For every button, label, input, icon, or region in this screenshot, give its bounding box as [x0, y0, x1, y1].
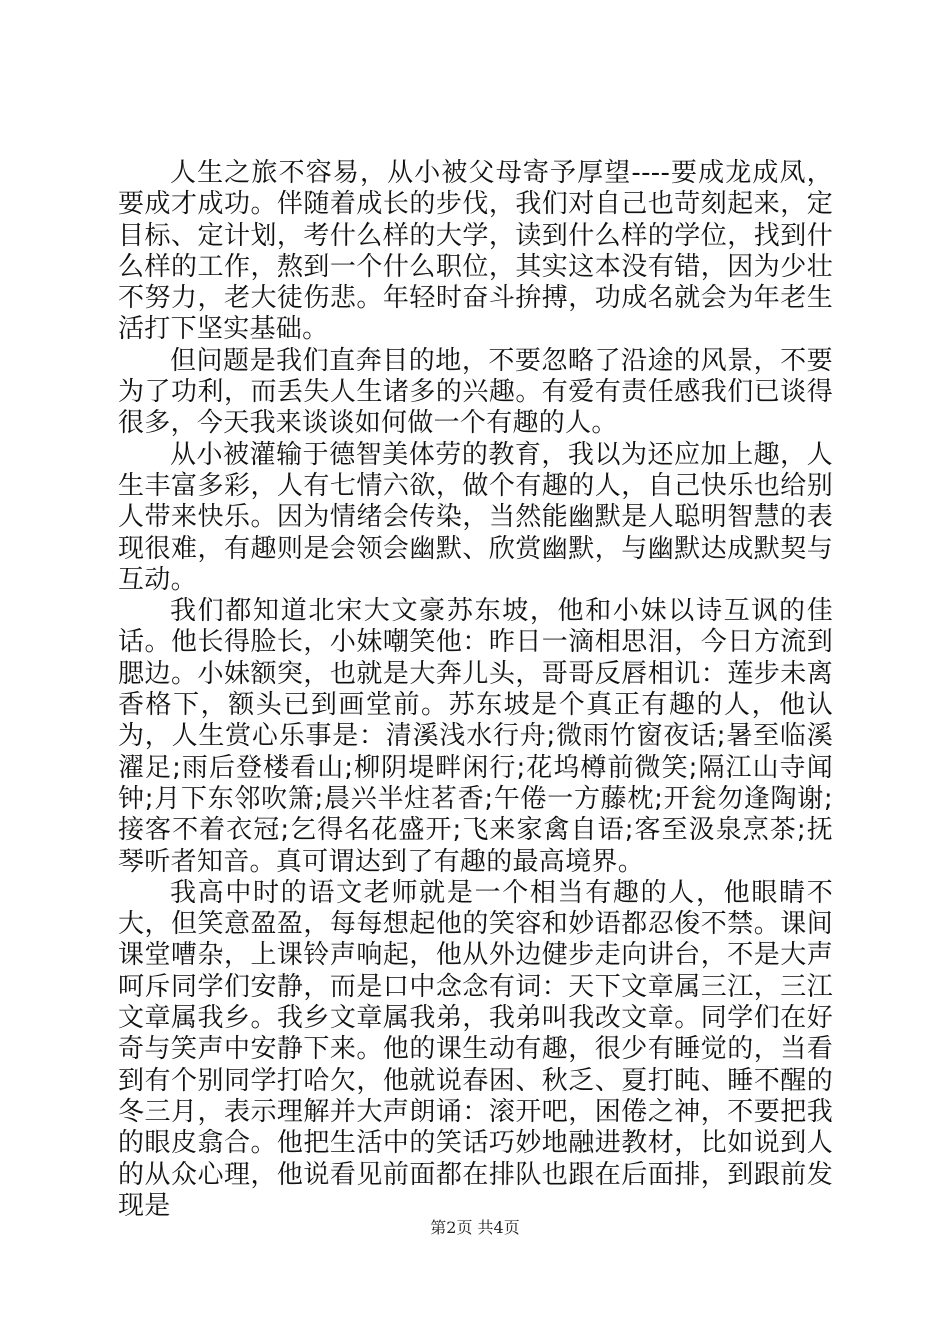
body-text [118, 158, 833, 1222]
paragraph-1: 人生之旅不容易，从小被父母寄予厚望----要成龙成凤，要成才成功。伴随着成长的步伐，我们对自己也苛刻起来，定目标、定计划，考什么样的大学，读到什么样的学位，找到什么样的工作，熬到一个什么职位，其实这本没有错，因为少壮不努力，老大徒伤悲。年轻时奋斗拚搏，功成名就会为年老生活打下坚实基础。 [118, 158, 833, 345]
paragraph-4: 我们都知道北宋大文豪苏东坡，他和小妹以诗互讽的佳话。他长得脸长，小妹嘲笑他：昨日一滴相思泪，今日方流到腮边。小妹额突，也就是大奔儿头，哥哥反唇相讥：莲步未离香格下，额头已到画堂前。苏东坡是个真正有趣的人，他认为，人生赏心乐事是：清溪浅水行舟;微雨竹窗夜话;暑至临溪濯足;雨后登楼看山;柳阴堤畔闲行;花坞樽前微笑;隔江山寺闻钟;月下东邻吹箫;晨兴半炷茗香;午倦一方藤枕;开瓮勿逢陶谢;接客不着衣冠;乞得名花盛开;飞来家禽自语;客至汲泉烹茶;抚琴听者知音。真可谓达到了有趣的最高境界。 [118, 596, 833, 877]
paragraph-5: 我高中时的语文老师就是一个相当有趣的人，他眼睛不大，但笑意盈盈，每每想起他的笑容和妙语都忍俊不禁。课间课堂嘈杂，上课铃声响起，他从外边健步走向讲台，不是大声呵斥同学们安静，而是口中念念有词：天下文章属三江，三江文章属我乡。我乡文章属我弟，我弟叫我改文章。同学们在好奇与笑声中安静下来。他的课生动有趣，很少有睡觉的，当看到有个别同学打哈欠，他就说春困、秋乏、夏打盹、睡不醒的冬三月，表示理解并大声朗诵：滚开吧，困倦之神，不要把我的眼皮翕合。他把生活中的笑话巧妙地融进教材，比如说到人的从众心理，他说看见前面都在排队也跟在后面排，到跟前发现是 [118, 877, 833, 1221]
paragraph-2: 但问题是我们直奔目的地，不要忽略了沿途的风景，不要为了功利，而丢失人生诸多的兴趣。有爱有责任感我们已谈得很多，今天我来谈谈如何做一个有趣的人。 [118, 345, 833, 439]
page-footer: 第2页 共4页 [430, 1218, 520, 1237]
paragraph-3: 从小被灌输于德智美体劳的教育，我以为还应加上趣，人生丰富多彩，人有七情六欲，做个有趣的人，自己快乐也给别人带来快乐。因为情绪会传染，当然能幽默是人聪明智慧的表现很难，有趣则是会领会幽默、欣赏幽默，与幽默达成默契与互动。 [118, 439, 833, 595]
